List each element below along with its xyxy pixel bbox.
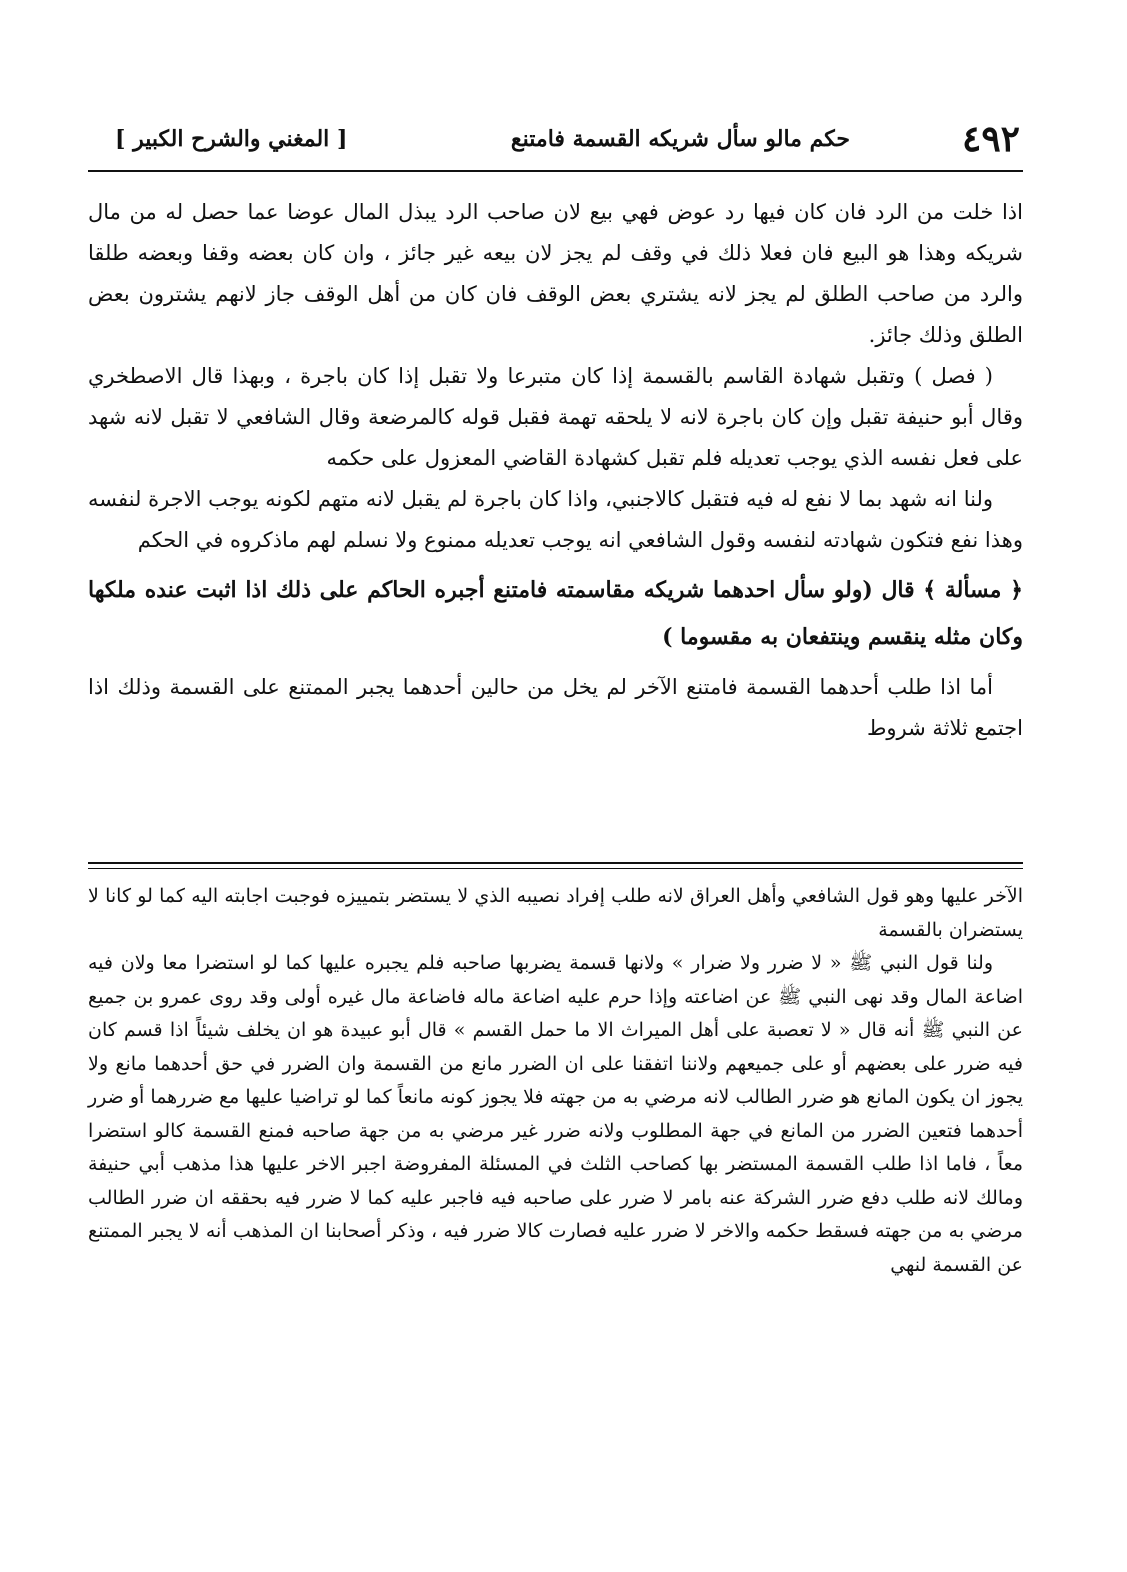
page-header bbox=[115, 118, 1020, 168]
commentary-paragraph: ولنا قول النبي ﷺ « لا ضرر ولا ضرار » ولانها قسمة يضربها صاحبه فلم يجبره عليها كما لو استضرا معا ولان فيه اضاعة المال وقد نهى النبي ﷺ عن اضاعته وإذا حرم عليه اضاعة ماله فاضاعة مال غيره أولى وقد روى عمرو بن جميع عن النبي ﷺ أنه قال « لا تعصبة على أهل الميراث الا ما حمل القسم » قال أبو عبيدة هو ان يخلف شيئاً اذا قسم كان فيه ضرر على بعضهم أو على جميعهم ولاننا اتفقنا على ان الضرر مانع من القسمة وان الضرر في حق أحدهما مانع ولا يجوز ان يكون المانع هو ضرر الطالب لانه مرضي به من جهته فلا يجوز كونه مانعاً كما لو تراضيا عليها مع ضررهما أو ضرر أحدهما فتعين الضرر من المانع في جهة المطلوب ولانه ضرر غير مرضي به من جهة صاحبه فمنع القسمة كالو استضرا معاً ، فاما اذا طلب القسمة المستضر بها كصاحب الثلث في المسئلة المفروضة اجبر الاخر عليها هذا مذهب أبي حنيفة ومالك لانه طلب دفع ضرر الشركة عنه بامر لا ضرر على صاحبه فيه فاجبر عليه كما لا ضرر فيه بحققه ان ضرر الطالب مرضي به من جهته فسقط حكمه والاخر لا ضرر عليه فصارت كالا ضرر فيه ، وذكر أصحابنا ان المذهب أنه لا يجبر الممتنع عن القسمة لنهي bbox=[88, 952, 1023, 1276]
masala-heading: ﴿ مسألة ﴾ قال (ولو سأل احدهما شريكه مقاسمته فامتنع أجبره الحاكم على ذلك اذا اثبت عنده ملكها وكان مثله ينقسم وينتفعان به مقسوما ) bbox=[88, 577, 1023, 650]
footnote-rule bbox=[88, 862, 1023, 864]
main-paragraph: ولنا انه شهد بما لا نفع له فيه فتقبل كالاجنبي، واذا كان باجرة لم يقبل لانه متهم لكونه يوجب الاجرة لنفسه وهذا نفع فتكون شهادته لنفسه وقول الشافعي انه يوجب تعديله ممنوع ولا نسلم لهم ماذكروه في الحكم bbox=[88, 487, 1023, 552]
main-paragraph: أما اذا طلب أحدهما القسمة فامتنع الآخر لم يخل من حالين أحدهما يجبر الممتنع على القسمة وذلك اذا اجتمع ثلاثة شروط bbox=[88, 675, 1023, 740]
commentary-text bbox=[88, 880, 1023, 1282]
commentary-paragraph: الآخر عليها وهو قول الشافعي وأهل العراق لانه طلب إفراد نصيبه الذي لا يستضر بتمييزه فوجبت اجابته اليه كما لو كانا لا يستضران بالقسمة bbox=[88, 885, 1023, 941]
main-paragraph: اذا خلت من الرد فان كان فيها رد عوض فهي بيع لان صاحب الرد يبذل المال عوضا عما حصل له من مال شريكه وهذا هو البيع فان فعلا ذلك في وقف لم يجز لان بيعه غير جائز ، وان كان بعضه وقفا وبعضه طلقا والرد من صاحب الطلق لم يجز لانه يشتري بعض الوقف فان كان من أهل الوقف جاز لانهم يشترون بعض الطلق وذلك جائز. bbox=[88, 200, 1024, 347]
book-title: [ المغني والشرح الكبير ] bbox=[115, 126, 348, 152]
main-paragraph: ( فصل ) وتقبل شهادة القاسم بالقسمة إذا كان متبرعا ولا تقبل إذا كان باجرة ، وبهذا قال الاصطخري وقال أبو حنيفة تقبل وإن كان باجرة لانه لا يلحقه تهمة فقبل قوله كالمرضعة وقال الشافعي لا تقبل لانه شهد على فعل نفسه الذي يوجب تعديله فلم تقبل كشهادة القاضي المعزول على حكمه bbox=[88, 364, 1023, 470]
main-text bbox=[88, 192, 1023, 749]
footnote-rule bbox=[88, 868, 1023, 869]
running-title: حكم مالو سأل شريكه القسمة فامتنع bbox=[510, 126, 850, 152]
page-number: ٤٩٢ bbox=[961, 118, 1020, 160]
header-rule bbox=[88, 170, 1023, 172]
